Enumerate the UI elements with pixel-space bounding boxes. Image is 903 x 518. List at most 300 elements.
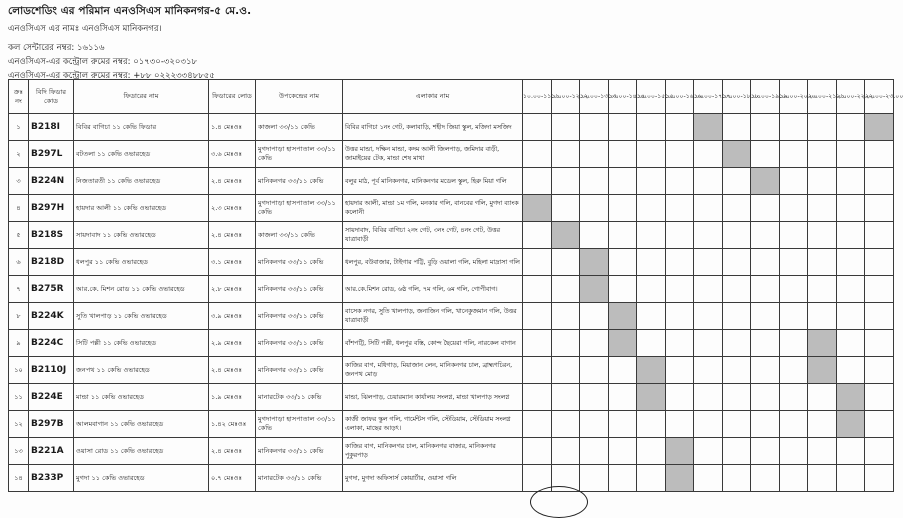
feeder-code: B297H (29, 195, 74, 222)
feeder-name: বটতলা ১১ কেভি ওভারহেড (74, 141, 209, 168)
shedding-slot-cell (551, 249, 580, 276)
shedding-slot-cell (608, 195, 637, 222)
shedding-slot-cell (779, 114, 808, 141)
shedding-slot-cell (865, 465, 894, 492)
shedding-slot-cell (551, 330, 580, 357)
shedding-slot-cell-active (836, 384, 865, 411)
shedding-slot-cell (694, 411, 723, 438)
substation-name: কাজলা ৩৩/১১ কেভি (256, 222, 343, 249)
shedding-slot-cell (637, 141, 666, 168)
feeder-load: ২.৩ মেঃওঃ (209, 195, 256, 222)
header-time-slot: ২২.০০-২৩.০০ (865, 80, 894, 114)
substation-name: মুগদাপাড়া হাসপাতাল ৩৩/১১ কেভি (256, 195, 343, 222)
shedding-slot-cell (665, 195, 694, 222)
shedding-slot-cell (694, 141, 723, 168)
substation-name: কাজলা ৩৩/১১ কেভি (256, 114, 343, 141)
shedding-slot-cell (608, 357, 637, 384)
feeder-code: B218S (29, 222, 74, 249)
shedding-slot-cell (779, 249, 808, 276)
feeder-name: সায়দাবাদ ১১ কেভি ওভারহেড (74, 222, 209, 249)
shedding-slot-cell (694, 276, 723, 303)
shedding-slot-cell (551, 141, 580, 168)
shedding-slot-cell (722, 168, 751, 195)
shedding-slot-cell (580, 141, 609, 168)
shedding-slot-cell (637, 411, 666, 438)
shedding-slot-cell (722, 357, 751, 384)
shedding-slot-cell (751, 330, 780, 357)
shedding-slot-cell (580, 168, 609, 195)
row-sl: ৯ (9, 330, 29, 357)
shedding-slot-cell (836, 465, 865, 492)
feeder-load: ২.৯ মেঃওঃ (209, 330, 256, 357)
shedding-slot-cell (608, 168, 637, 195)
header-time-slot: ১৬.০০-১৭.০০ (694, 80, 723, 114)
shedding-slot-cell (551, 195, 580, 222)
shedding-slot-cell (722, 276, 751, 303)
shedding-slot-cell (751, 195, 780, 222)
feeder-load: ২.৪ মেঃওঃ (209, 222, 256, 249)
shedding-slot-cell (580, 465, 609, 492)
row-sl: ১৪ (9, 465, 29, 492)
shedding-slot-cell (694, 195, 723, 222)
shedding-slot-cell-active (808, 330, 837, 357)
shedding-slot-cell (523, 222, 552, 249)
feeder-code: B297B (29, 411, 74, 438)
shedding-slot-cell (694, 303, 723, 330)
shedding-slot-cell (808, 249, 837, 276)
row-sl: ৬ (9, 249, 29, 276)
shedding-slot-cell (608, 276, 637, 303)
shedding-slot-cell (523, 303, 552, 330)
shedding-slot-cell (665, 141, 694, 168)
shedding-slot-cell (836, 249, 865, 276)
shedding-slot-cell (637, 465, 666, 492)
shedding-slot-cell (751, 114, 780, 141)
shedding-slot-cell (836, 114, 865, 141)
feeder-load: ৩.৬ মেঃওঃ (209, 141, 256, 168)
shedding-slot-cell-active (580, 276, 609, 303)
shedding-slot-cell (637, 195, 666, 222)
feeder-code: B221A (29, 438, 74, 465)
shedding-slot-cell-active (751, 168, 780, 195)
feeder-name: বিবির বাগিচা ১১ কেভি ফিডার (74, 114, 209, 141)
shedding-slot-cell (808, 276, 837, 303)
shedding-slot-cell (551, 114, 580, 141)
shedding-slot-cell (865, 141, 894, 168)
header-time-slot: ২১.০০-২২.০০ (836, 80, 865, 114)
shedding-slot-cell (865, 276, 894, 303)
shedding-slot-cell (865, 195, 894, 222)
shedding-slot-cell (722, 411, 751, 438)
row-sl: ১৩ (9, 438, 29, 465)
shedding-slot-cell (836, 168, 865, 195)
area-names: কাজির বাগ, মানিকনগর চাল, মানিকনগর বাজার, মানিকনগর পুকুরপাড় (343, 438, 523, 465)
shedding-slot-cell (722, 465, 751, 492)
substation-name: মানিকনগর ৩৩/১১ কেভি (256, 249, 343, 276)
row-sl: ১২ (9, 411, 29, 438)
shedding-slot-cell (694, 330, 723, 357)
table-row (9, 168, 894, 195)
shedding-slot-cell (808, 114, 837, 141)
area-names: কাজী জাফর স্কুল গলি, গার্মেন্টস গলি, স্টেডিয়াম, স্টেডিয়াম সংলগ্ন এলাকা, মাছের আড়ৎ। (343, 411, 523, 438)
shedding-slot-cell-active (865, 114, 894, 141)
shedding-slot-cell (608, 114, 637, 141)
header-time-slot: ১০.০০-১১.০০ (523, 80, 552, 114)
substation-name: মানিকনগর ৩৩/১১ কেভি (256, 276, 343, 303)
shedding-slot-cell (779, 438, 808, 465)
shedding-slot-cell (580, 222, 609, 249)
shedding-slot-cell (580, 357, 609, 384)
shedding-slot-cell (865, 168, 894, 195)
table-row (9, 141, 894, 168)
feeder-code: B218I (29, 114, 74, 141)
feeder-load: ০.৭ মেঃওঃ (209, 465, 256, 492)
shedding-slot-cell (580, 303, 609, 330)
table-header-row (9, 80, 894, 114)
shedding-slot-cell (665, 222, 694, 249)
shedding-slot-cell (751, 222, 780, 249)
substation-name: মানারটেক ৩৩/১১ কেভি (256, 384, 343, 411)
shedding-slot-cell (751, 438, 780, 465)
shedding-slot-cell (808, 465, 837, 492)
shedding-slot-cell (608, 465, 637, 492)
row-sl: ১ (9, 114, 29, 141)
shedding-slot-cell (836, 438, 865, 465)
area-names: মান্ডা, ঝিলপাড়, চেয়ারম্যান কার্যালয় সংলগ্ন, মান্ডা খালপাড় সংলগ্ন (343, 384, 523, 411)
header-time-slot: ২০.০০-২১.০০ (808, 80, 837, 114)
feeder-load: ১.৪ মেঃওঃ (209, 114, 256, 141)
shedding-slot-cell (722, 249, 751, 276)
shedding-slot-cell (580, 411, 609, 438)
shedding-slot-cell (779, 195, 808, 222)
shedding-slot-cell (779, 168, 808, 195)
shedding-slot-cell-active (523, 195, 552, 222)
shedding-slot-cell (665, 249, 694, 276)
shedding-slot-cell (779, 357, 808, 384)
row-sl: ৩ (9, 168, 29, 195)
shedding-slot-cell (608, 411, 637, 438)
shedding-slot-cell (608, 249, 637, 276)
shedding-slot-cell (722, 303, 751, 330)
feeder-name: মুগদা ১১ কেভি ওভারহেড (74, 465, 209, 492)
shedding-slot-cell (808, 168, 837, 195)
shedding-slot-cell (694, 249, 723, 276)
feeder-code: B2110J (29, 357, 74, 384)
row-sl: ১০ (9, 357, 29, 384)
shedding-slot-cell (751, 384, 780, 411)
shedding-slot-cell (551, 303, 580, 330)
shedding-slot-cell (637, 330, 666, 357)
feeder-name: সিটি পল্লী ১১ কেভি ওভারহেড (74, 330, 209, 357)
table-row (9, 465, 894, 492)
shedding-slot-cell (865, 411, 894, 438)
shedding-slot-cell (665, 303, 694, 330)
shedding-slot-cell (808, 222, 837, 249)
table-row (9, 249, 894, 276)
shedding-slot-cell (722, 330, 751, 357)
loadshedding-table (8, 79, 903, 492)
feeder-load: ৩.৯ মেঃওঃ (209, 303, 256, 330)
shedding-slot-cell (751, 276, 780, 303)
call-center-line: কল সেন্টারের নম্বর: ১৬১১৬ (8, 43, 105, 53)
shedding-slot-cell-active (551, 222, 580, 249)
shedding-slot-cell (665, 384, 694, 411)
area-names: বিবির বাগিচা ১নং গেট, কলাবাড়ি, শহীদ জিয়া স্কুল, মজিদা মসজিদ (343, 114, 523, 141)
substation-name: মানিকনগর ৩৩/১১ কেভি (256, 330, 343, 357)
shedding-slot-cell (779, 384, 808, 411)
shedding-slot-cell (836, 303, 865, 330)
shedding-slot-cell (865, 438, 894, 465)
shedding-slot-cell (551, 357, 580, 384)
shedding-slot-cell (608, 438, 637, 465)
shedding-slot-cell (836, 330, 865, 357)
feeder-load: ২.৪ মেঃওঃ (209, 438, 256, 465)
feeder-code: B275R (29, 276, 74, 303)
header-time-slot: ১১.০০-১২.০০ (551, 80, 580, 114)
shedding-slot-cell (751, 303, 780, 330)
control-room-mobile-line: এনওসিএস-এর কন্ট্রোল রুমের নম্বর: ০১৭৩০-৩২০৩১৮ (8, 57, 198, 67)
shedding-slot-cell-active (608, 330, 637, 357)
header-area: এলাকার নাম (343, 80, 523, 114)
shedding-slot-cell (523, 438, 552, 465)
header-time-slot: ১২.০০-১৩.০০ (580, 80, 609, 114)
shedding-slot-cell (580, 384, 609, 411)
area-names: বলুর মাঠ, পূর্ব মানিকনগর, মানিকনগর মডেল স্কুল, হিরু মিয়া গলি (343, 168, 523, 195)
shedding-slot-cell (779, 222, 808, 249)
shedding-slot-cell (665, 330, 694, 357)
shedding-slot-cell (637, 303, 666, 330)
shedding-slot-cell (694, 168, 723, 195)
header-code: বিদি ফিডার কোড (29, 80, 74, 114)
area-names: বাসেক নগর, সুতি খালপাড়, জনাজিন গলি, খানেকুজমান গলি, উত্তর যাত্রাবাড়ী (343, 303, 523, 330)
shedding-slot-cell (580, 438, 609, 465)
shedding-slot-cell-active (836, 411, 865, 438)
row-sl: ৫ (9, 222, 29, 249)
header-time-slot: ১৪.০০-১৫.০০ (637, 80, 666, 114)
doc-title: লোডশেডিং এর পরিমান এনওসিএস মানিকনগর-৫ মে.ও. (8, 5, 252, 17)
feeder-name: আর.কে. মিশন রোড ১১ কেভি ওভারহেড (74, 276, 209, 303)
feeder-name: ধলপুর ১১ কেভি ওভারহেড (74, 249, 209, 276)
shedding-slot-cell (694, 222, 723, 249)
shedding-slot-cell (637, 168, 666, 195)
shedding-slot-cell (523, 357, 552, 384)
area-names: উত্তর মান্ডা, দক্ষিন মান্ডা, কদম আলী জিলপাড়, জমিদার বাড়ী, জামাইয়ের টেক, মান্ডা শেষ মাথা (343, 141, 523, 168)
shedding-slot-cell (836, 357, 865, 384)
shedding-slot-cell (779, 276, 808, 303)
area-names: সায়দাবাদ, বিবির বাগিচা ২নং গেট, ৩নং গেট, ৪নং গেট, উত্তর যাত্রাবাড়ী (343, 222, 523, 249)
substation-name: মানিকনগর ৩৩/১১ কেভি (256, 357, 343, 384)
shedding-slot-cell (665, 276, 694, 303)
feeder-code: B297L (29, 141, 74, 168)
shedding-slot-cell (779, 141, 808, 168)
table-row (9, 384, 894, 411)
shedding-slot-cell (808, 195, 837, 222)
shedding-slot-cell (665, 114, 694, 141)
shedding-slot-cell (751, 249, 780, 276)
feeder-code: B218D (29, 249, 74, 276)
table-row (9, 276, 894, 303)
shedding-slot-cell (665, 168, 694, 195)
feeder-code: B224K (29, 303, 74, 330)
feeder-code: B224C (29, 330, 74, 357)
shedding-slot-cell (865, 222, 894, 249)
feeder-name: মান্ডা ১১ কেভি ওভারহেড (74, 384, 209, 411)
shedding-slot-cell-active (637, 384, 666, 411)
noc-name-line: এনওসিএস এর নামঃ এনওসিএস মানিকনগর। (8, 24, 162, 34)
shedding-slot-cell (722, 384, 751, 411)
shedding-slot-cell (551, 168, 580, 195)
feeder-load: ১.৯ মেঃওঃ (209, 384, 256, 411)
substation-name: মানিকনগর ৩৩/১১ কেভি (256, 303, 343, 330)
feeder-name: জনপথ ১১ কেভি ওভারহেড (74, 357, 209, 384)
shedding-slot-cell (523, 411, 552, 438)
table-row (9, 195, 894, 222)
shedding-slot-cell (865, 330, 894, 357)
header-time-slot: ১৫.০০-১৬.০০ (665, 80, 694, 114)
area-names: বাঁশপট্টি, সিটি পল্লী, ধলপুর বস্তি, কোন্দ ছৈয়েরা গলি, নারকেল বাগান (343, 330, 523, 357)
table-row (9, 438, 894, 465)
shedding-slot-cell (637, 222, 666, 249)
table-row (9, 114, 894, 141)
shedding-slot-cell (551, 276, 580, 303)
shedding-slot-cell (836, 222, 865, 249)
feeder-name: আলমবাগান ১১ কেভি ওভারহেড (74, 411, 209, 438)
shedding-slot-cell (722, 195, 751, 222)
header-time-slot: ১৯.০০-২০.০০ (779, 80, 808, 114)
substation-name: মুগদাপাড়া হাসপাতাল ৩৩/১১ কেভি (256, 141, 343, 168)
row-sl: ৭ (9, 276, 29, 303)
area-names: কাজির বাগ, মধিগাড়, মিয়াজান লেন, মানিকনগর চাল, ব্রাহ্মণচিরন, জনপথ মোড় (343, 357, 523, 384)
shedding-slot-cell (580, 114, 609, 141)
area-names: মুগদা, মুগদা অফিসার্স কোয়ার্টার, ওয়াসা গলি (343, 465, 523, 492)
substation-name: মুগদাপাড়া হাসপাতাল ৩৩/১১ কেভি (256, 411, 343, 438)
shedding-slot-cell (865, 357, 894, 384)
shedding-slot-cell (779, 303, 808, 330)
shedding-slot-cell (665, 411, 694, 438)
table-row (9, 303, 894, 330)
area-names: ধলপুর, বউবাজার, টাইগার পট্টি, বুড়ি ওয়ালা গলি, মহিলা মাদ্রাসা গলি (343, 249, 523, 276)
shedding-slot-cell-active (580, 249, 609, 276)
shedding-slot-cell (608, 141, 637, 168)
shedding-slot-cell (722, 438, 751, 465)
shedding-slot-cell (551, 411, 580, 438)
substation-name: মানিকনগর ৩৩/১১ কেভি (256, 168, 343, 195)
feeder-code: B224E (29, 384, 74, 411)
feeder-load: ২.৪ মেঃওঃ (209, 357, 256, 384)
shedding-slot-cell (523, 141, 552, 168)
shedding-slot-cell-active (808, 357, 837, 384)
feeder-load: ২.৮ মেঃওঃ (209, 276, 256, 303)
shedding-slot-cell (637, 276, 666, 303)
shedding-slot-cell (751, 465, 780, 492)
feeder-code: B224N (29, 168, 74, 195)
shedding-slot-cell (608, 384, 637, 411)
shedding-slot-cell (580, 195, 609, 222)
substation-name: মানারটেক ৩৩/১১ কেভি (256, 465, 343, 492)
control-room-phone-line: এনওসিএস-এর কন্ট্রোল রুমের নম্বর: +৮৮ ০২২২৩৩৪৮৮৫৫ (8, 71, 215, 81)
header-substation: উপকেন্দ্রের নাম (256, 80, 343, 114)
shedding-slot-cell (722, 114, 751, 141)
shedding-slot-cell (808, 438, 837, 465)
header-time-slot: ১৮.০০-১৯.০০ (751, 80, 780, 114)
shedding-slot-cell (551, 384, 580, 411)
row-sl: ১১ (9, 384, 29, 411)
feeder-code: B233P (29, 465, 74, 492)
header-time-slot: ১৭.০০-১৮.০০ (722, 80, 751, 114)
shedding-slot-cell (665, 357, 694, 384)
shedding-slot-cell (751, 141, 780, 168)
shedding-slot-cell (551, 438, 580, 465)
shedding-slot-cell (751, 411, 780, 438)
header-feeder-name: ফিডারের নাম (74, 80, 209, 114)
shedding-slot-cell (865, 303, 894, 330)
shedding-slot-cell (722, 222, 751, 249)
feeder-name: সুতি খালপাড় ১১ কেভি ওভারহেড (74, 303, 209, 330)
feeder-load: ১.৪২ মেঃওঃ (209, 411, 256, 438)
feeder-load: ২.৪ মেঃওঃ (209, 168, 256, 195)
shedding-slot-cell (694, 465, 723, 492)
feeder-name: হায়দার আলী ১১ কেভি ওভারহেড (74, 195, 209, 222)
shedding-slot-cell (523, 249, 552, 276)
shedding-slot-cell (523, 384, 552, 411)
shedding-slot-cell (836, 195, 865, 222)
shedding-slot-cell (523, 276, 552, 303)
shedding-slot-cell (836, 276, 865, 303)
area-names: হায়দার আলী, মান্ডা ১ম গলি, মনকার গলি, বানবের গলি, মুগদা ব্যাংক কলোনী (343, 195, 523, 222)
table-row (9, 357, 894, 384)
shedding-slot-cell (779, 465, 808, 492)
shedding-slot-cell (694, 438, 723, 465)
shedding-slot-cell-active (694, 114, 723, 141)
shedding-slot-cell (637, 438, 666, 465)
table-row (9, 411, 894, 438)
area-names: আর.কে.মিশন রোড, ৬ষ্ঠ গলি, ৭ম গলি, ৬ম গলি, গোপীবাগ। (343, 276, 523, 303)
header-sl: ক্রঃ নং (9, 80, 29, 114)
shedding-slot-cell-active (722, 141, 751, 168)
feeder-load: ৩.১ মেঃওঃ (209, 249, 256, 276)
shedding-slot-cell (808, 411, 837, 438)
shedding-slot-cell (637, 249, 666, 276)
shedding-slot-cell-active (665, 438, 694, 465)
shedding-slot-cell (523, 114, 552, 141)
row-sl: ২ (9, 141, 29, 168)
row-sl: ৪ (9, 195, 29, 222)
feeder-name: নিজতারতী ১১ কেভি ওভারহেড (74, 168, 209, 195)
feeder-name: ওয়াসা রোড ১১ কেভি ওভারহেড (74, 438, 209, 465)
shedding-slot-cell (808, 141, 837, 168)
shedding-slot-cell (694, 384, 723, 411)
shedding-slot-cell (694, 357, 723, 384)
shedding-slot-cell (523, 168, 552, 195)
shedding-slot-cell (523, 330, 552, 357)
shedding-slot-cell (836, 141, 865, 168)
substation-name: মানিকনগর ৩৩/১১ কেভি (256, 438, 343, 465)
header-time-slot: ১৩.০০-১৪.০০ (608, 80, 637, 114)
header-load: ফিডারের লোড (209, 80, 256, 114)
shedding-slot-cell (779, 330, 808, 357)
shedding-slot-cell (580, 330, 609, 357)
shedding-slot-cell (865, 249, 894, 276)
shedding-slot-cell (637, 114, 666, 141)
table-row (9, 222, 894, 249)
shedding-slot-cell (865, 384, 894, 411)
table-row (9, 330, 894, 357)
shedding-slot-cell (608, 222, 637, 249)
shedding-slot-cell (808, 384, 837, 411)
row-sl: ৮ (9, 303, 29, 330)
shedding-slot-cell (751, 357, 780, 384)
signature-mark (530, 486, 588, 518)
